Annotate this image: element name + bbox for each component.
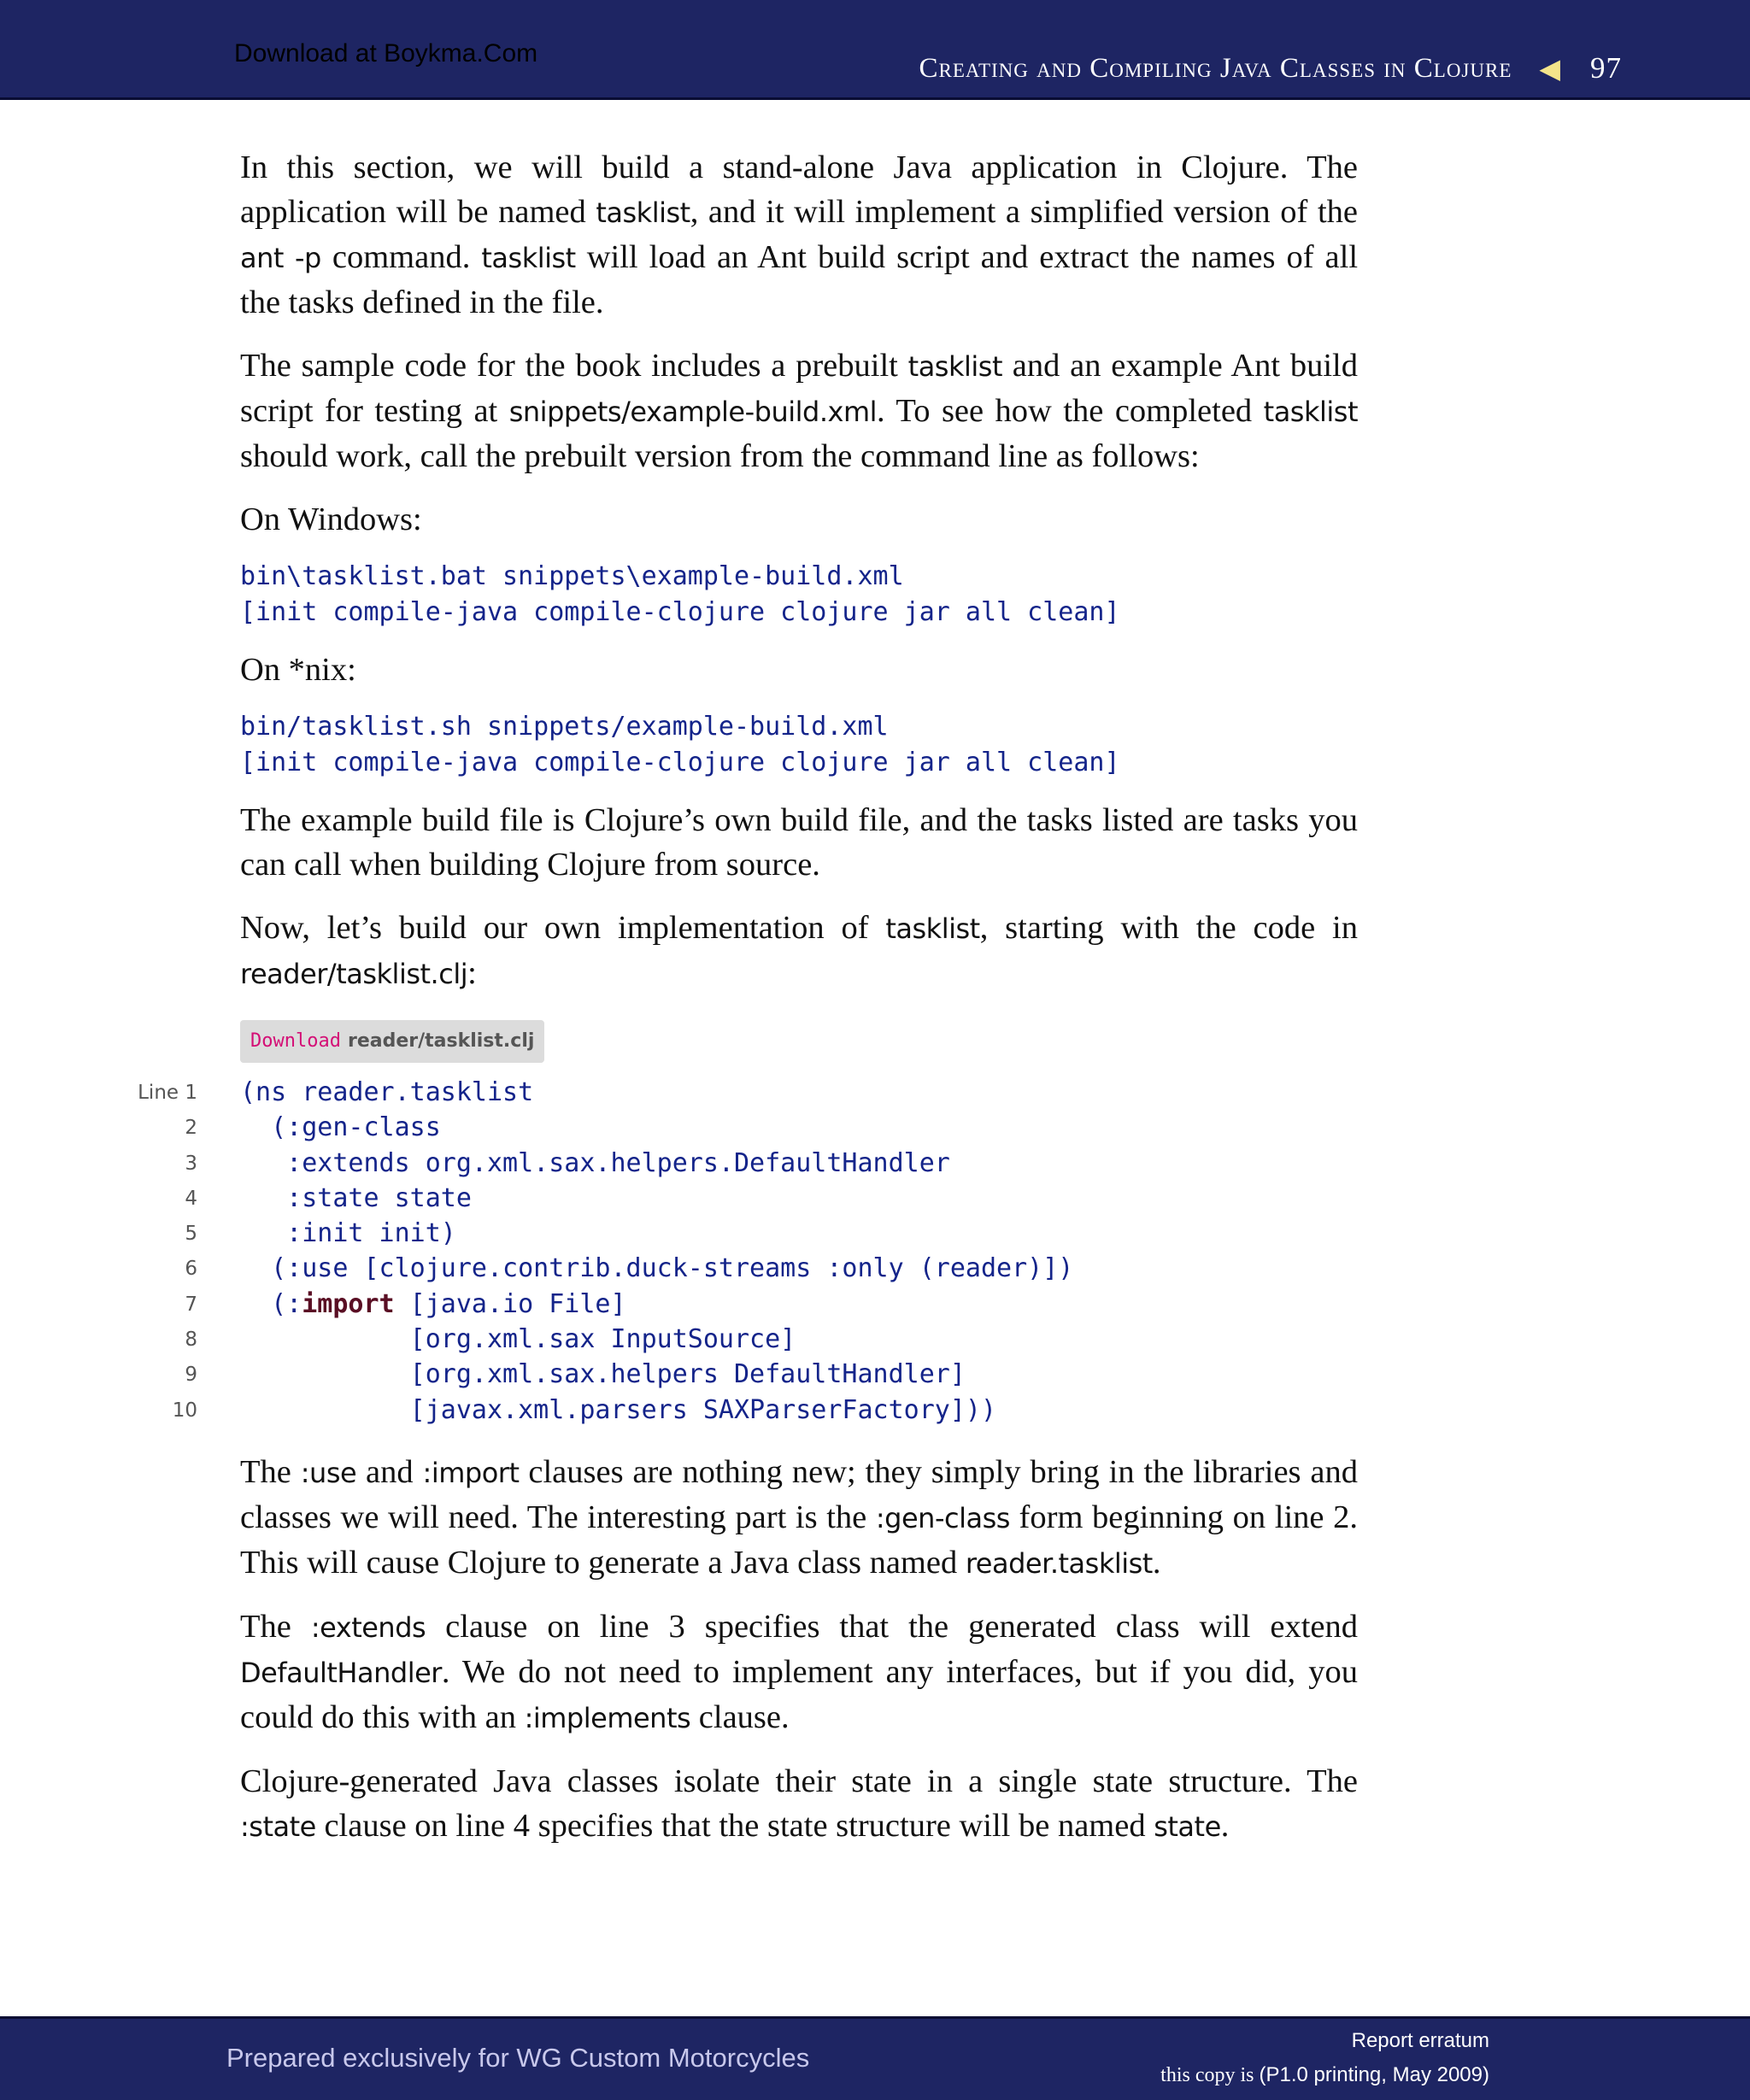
code-line (185, 1287, 1358, 1322)
download-file-path: reader/tasklist.clj (347, 1030, 535, 1052)
code-text: (ns reader.tasklist (240, 1077, 534, 1107)
inline-code: tasklist (885, 912, 980, 945)
page-content (138, 145, 1359, 1868)
code-line: [init compile-java compile-clojure clojure jar all clean] (240, 748, 1120, 777)
paragraph-extends: The :extends clause on line 3 specifies that the generated class will extend DefaultHandler. We do not need to implement any interfaces, but if you did, you could do this with an :implements clause. (240, 1608, 1359, 1735)
line-number: 10 (172, 1399, 197, 1422)
line-number: 4 (185, 1187, 197, 1210)
inline-code: tasklist (907, 350, 1002, 383)
line-number: 6 (185, 1258, 197, 1281)
previous-page-arrow-icon[interactable]: ◀ (1539, 53, 1561, 84)
inline-code: reader/tasklist.clj (240, 958, 468, 990)
download-label: Download (250, 1030, 341, 1052)
line-number: 3 (185, 1152, 197, 1175)
code-line (185, 1181, 1358, 1216)
download-code-link[interactable] (240, 1020, 544, 1063)
inline-code: tasklist (596, 197, 690, 229)
code-text: :state state (240, 1182, 472, 1213)
paragraph-sample-code: The sample code for the book includes a prebuilt tasklist and an example Ant build script for testing at snippets/example-build.xml. To see how the completed tasklist should work, call the prebuilt version from the command line as follows: (240, 348, 1358, 474)
inline-code: tasklist (481, 242, 576, 274)
inline-code: :gen-class (875, 1501, 1010, 1534)
code-text: [org.xml.sax InputSource] (240, 1324, 796, 1355)
code-fragment: (: (240, 1288, 302, 1319)
code-line (185, 1216, 1358, 1251)
inline-code: :state (240, 1810, 316, 1843)
nix-label: On *nix: (240, 652, 356, 688)
inline-code: reader.tasklist (965, 1546, 1153, 1580)
paragraph-implementation: Now, let’s build our own implementation of tasklist, starting with the code in reader/tasklist.clj: (240, 910, 1358, 991)
code-line (138, 1075, 1358, 1110)
inline-code: ant -p (240, 242, 321, 274)
keyword-import: import (302, 1288, 395, 1319)
prepared-for-text: Prepared exclusively for WG Custom Motorcycles (226, 2043, 810, 2073)
code-line (172, 1393, 1358, 1428)
inline-code: :import (422, 1456, 520, 1489)
paragraph-example-build: The example build file is Clojure’s own build file, and the tasks listed are tasks you can call when building Clojure from source. (240, 802, 1358, 883)
inline-code: :extends (310, 1610, 426, 1644)
inline-code: DefaultHandler (240, 1656, 442, 1689)
copy-info-prefix: this copy is (1160, 2064, 1260, 2086)
code-line: bin/tasklist.sh snippets/example-build.xml (240, 712, 889, 742)
report-erratum-link[interactable]: Report erratum (1351, 2029, 1489, 2052)
download-site-watermark: Download at Boykma.Com (234, 39, 538, 67)
line-number: 8 (185, 1329, 197, 1352)
code-line: bin\tasklist.bat snippets\example-build.xml (240, 561, 904, 591)
line-number: 9 (185, 1364, 197, 1387)
inline-code: snippets/example-build.xml (508, 396, 878, 428)
code-text: :extends org.xml.sax.helpers.DefaultHandler (240, 1147, 950, 1178)
page-number: 97 (1590, 51, 1622, 85)
running-head (919, 51, 1622, 85)
inline-code: tasklist (1263, 396, 1358, 428)
code-line (185, 1146, 1358, 1181)
paragraph-state: Clojure-generated Java classes isolate their state in a single state structure. The :state clause on line 4 specifies that the state structure will be named state. (240, 1763, 1358, 1844)
code-text: [org.xml.sax.helpers DefaultHandler] (240, 1359, 966, 1390)
code-listing (138, 1075, 1358, 1428)
code-text: (:gen-class (240, 1112, 441, 1143)
code-line (185, 1110, 1358, 1145)
page-header-bar (0, 0, 1750, 100)
code-text (240, 1289, 626, 1319)
printing-info: (P1.0 printing, May 2009) (1259, 2063, 1489, 2086)
line-number: 2 (185, 1117, 197, 1140)
line-number: 7 (185, 1293, 197, 1316)
code-text: :init init) (240, 1218, 456, 1249)
code-fragment: [java.io File] (394, 1288, 626, 1319)
code-text: [javax.xml.parsers SAXParserFactory])) (240, 1394, 997, 1425)
paragraph-intro: In this section, we will build a stand-alone Java application in Clojure. The application will be named tasklist, and it will implement a simplified version of the ant -p command. tasklist will load an Ant build script and extract the names of all the tasks defined in the file. (240, 150, 1359, 320)
paragraph-use-import: The :use and :import clauses are nothing new; they simply bring in the libraries and classes we will need. The interesting part is the :gen-class form beginning on line 2. This will cause Clojure to generate a Java class named reader.tasklist. (240, 1453, 1358, 1581)
chapter-section-title: Creating and Compiling Java Classes in Clojure (919, 52, 1512, 84)
copy-info (1160, 2063, 1489, 2087)
code-line: [init compile-java compile-clojure clojure jar all clean] (240, 597, 1120, 627)
windows-label: On Windows: (240, 502, 422, 537)
code-text: (:use [clojure.contrib.duck-streams :only (reader)]) (240, 1253, 1074, 1284)
line-number: 5 (185, 1223, 197, 1246)
inline-code: :implements (524, 1701, 691, 1734)
inline-code: :use (300, 1456, 357, 1489)
page-footer-bar (0, 2016, 1750, 2100)
code-line (185, 1357, 1358, 1392)
inline-code: state (1154, 1810, 1221, 1843)
nix-command-block (240, 709, 1358, 781)
line-number: Line 1 (138, 1082, 197, 1104)
windows-command-block (240, 559, 1358, 631)
code-line (185, 1251, 1358, 1286)
code-line (185, 1322, 1358, 1357)
